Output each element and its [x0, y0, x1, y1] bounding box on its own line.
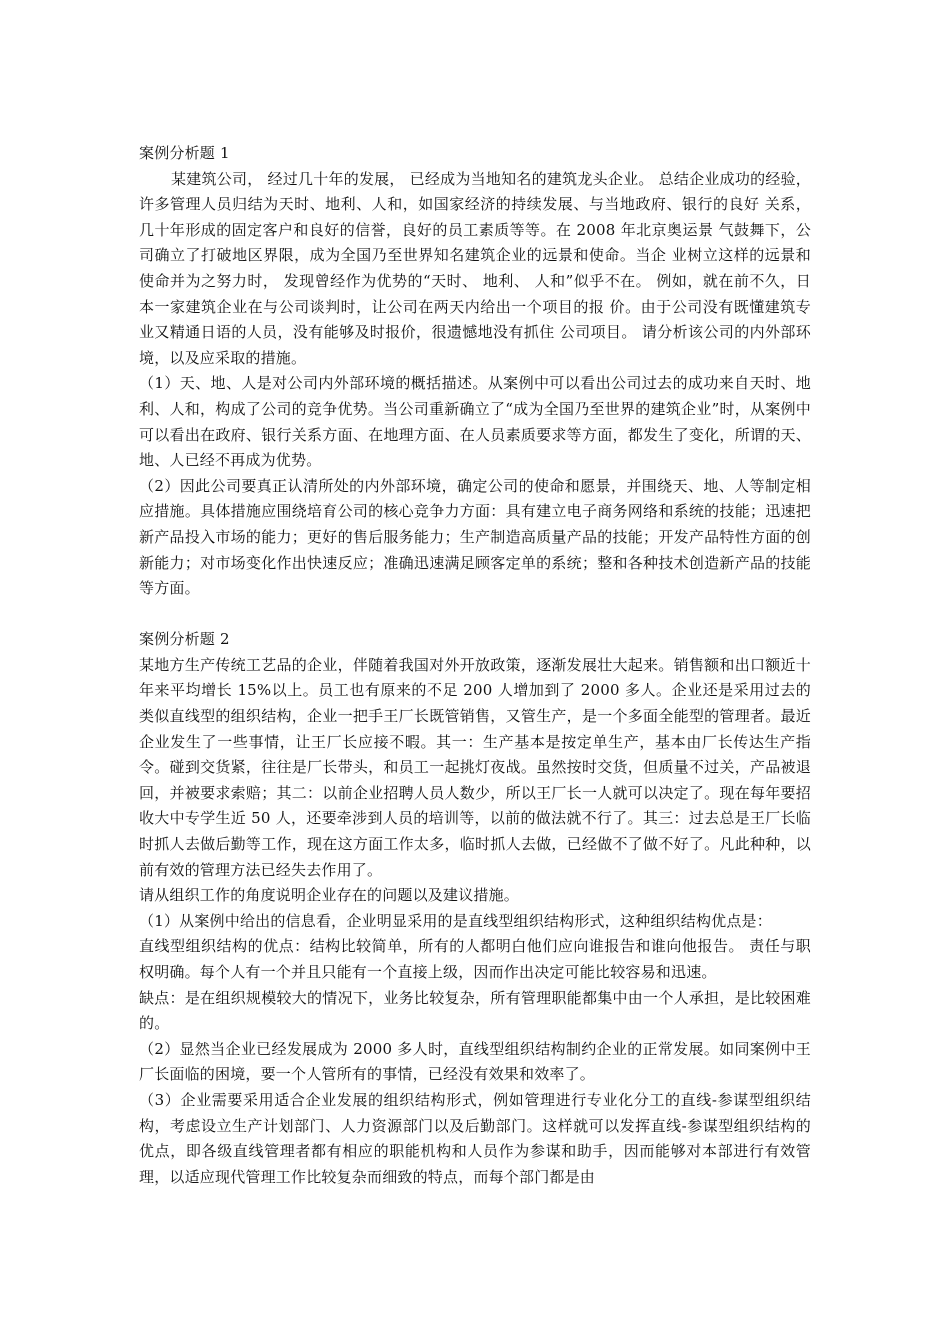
case2-intro: 某地方生产传统工艺品的企业，伴随着我国对外开放政策，逐渐发展壮大起来。销售额和出口额近十年来平均增长 15%以上。员工也有原来的不足 200 人增加到了 2000 多人。企业还是采用过去的类似直线型的组织结构，企业一把手王厂长既管销售，又管生产，是一个多面全能型的管理者。最近企业发生了一些事情，让王厂长应接不暇。其一：生产基本是按定单生产，基本由厂长传达生产指令。碰到交货紧，往往是厂长带头，和员工一起挑灯夜战。虽然按时交货，但质量不过关，产品被退回，并被要求索赔；其二：以前企业招聘人员人数少，所以王厂长一人就可以决定了。现在每年要招收大中专学生近 50 人，还要牵涉到人员的培训等，以前的做法就不行了。其三：过去总是王厂长临时抓人去做后勤等工作，现在这方面工作太多，临时抓人去做，已经做不了做不好了。凡此种种，以前有效的管理方法已经失去作用了。	[139, 655, 811, 879]
section-spacer	[139, 602, 811, 628]
case2-answer-3: （3）企业需要采用适合企业发展的组织结构形式，例如管理进行专业化分工的直线-参谋型组织结构，考虑设立生产计划部门、人力资源部门以及后勤部门。这样就可以发挥直线-参谋型组织结构的优点，即各级直线管理者都有相应的职能机构和人员作为参谋和助手，因而能够对本部进行有效管理，以适应现代管理工作比较复杂而细致的特点，而每个部门都是由	[139, 1090, 811, 1186]
case2-disadvantages: 缺点：是在组织规模较大的情况下，业务比较复杂，所有管理职能都集中由一个人承担，是比较困难的。	[139, 988, 811, 1033]
case1-answer-2: （2）因此公司要真正认清所处的内外部环境，确定公司的使命和愿景，并围绕天、地、人等制定相应措施。具体措施应围绕培育公司的核心竞争力方面：具有建立电子商务网络和系统的技能；迅速把新产品投入市场的能力；更好的售后服务能力；生产制造高质量产品的技能；开发产品特性方面的创新能力；对市场变化作出快速反应；准确迅速满足顾客定单的系统；整和各种技术创造新产品的技能等方面。	[139, 476, 811, 598]
case2-heading: 案例分析题 2	[139, 630, 230, 649]
case2-answer-1: （1）从案例中给出的信息看，企业明显采用的是直线型组织结构形式，这种组织结构优点是：	[139, 911, 772, 930]
case2-question: 请从组织工作的角度说明企业存在的问题以及建议措施。	[139, 886, 520, 905]
document-body	[139, 141, 811, 1190]
case1-answer-1: （1）天、地、人是对公司内外部环境的概括描述。从案例中可以看出公司过去的成功来自天时、地利、人和，构成了公司的竞争优势。当公司重新确立了“成为全国乃至世界的建筑企业”时，从案例中可以看出在政府、银行关系方面、在地理方面、在人员素质要求等方面，都发生了变化，所谓的天、地、人已经不再成为优势。	[139, 374, 811, 470]
case1-intro: 某建筑公司， 经过几十年的发展， 已经成为当地知名的建筑龙头企业。 总结企业成功的经验， 许多管理人员归结为天时、地利、人和，如国家经济的持续发展、与当地政府、银行的良好 关系，几十年形成的固定客户和良好的信誉，良好的员工素质等等。在 2008 年北京奥运景 气鼓舞下，公司确立了打破地区界限，成为全国乃至世界知名建筑企业的远景和使命。当企 业树立这样的远景和使命并为之努力时， 发现曾经作为优势的“天时、 地利、 人和”似乎不在。 例如，就在前不久，日本一家建筑企业在与公司谈判时，让公司在两天内给出一个项目的报 价。由于公司没有既懂建筑专业又精通日语的人员，没有能够及时报价，很遗憾地没有抓住 公司项目。 请分析该公司的内外部环境，以及应采取的措施。	[139, 169, 811, 367]
case2-advantages: 直线型组织结构的优点：结构比较简单，所有的人都明白他们应向谁报告和谁向他报告。 责任与职权明确。每个人有一个并且只能有一个直接上级，因而作出决定可能比较容易和迅速。	[139, 937, 811, 981]
case1-heading: 案例分析题 1	[139, 144, 230, 162]
case2-answer-2: （2）显然当企业已经发展成为 2000 多人时，直线型组织结构制约企业的正常发展。如同案例中王厂长面临的困境，要一个人管所有的事情，已经没有效果和效率了。	[139, 1039, 811, 1084]
